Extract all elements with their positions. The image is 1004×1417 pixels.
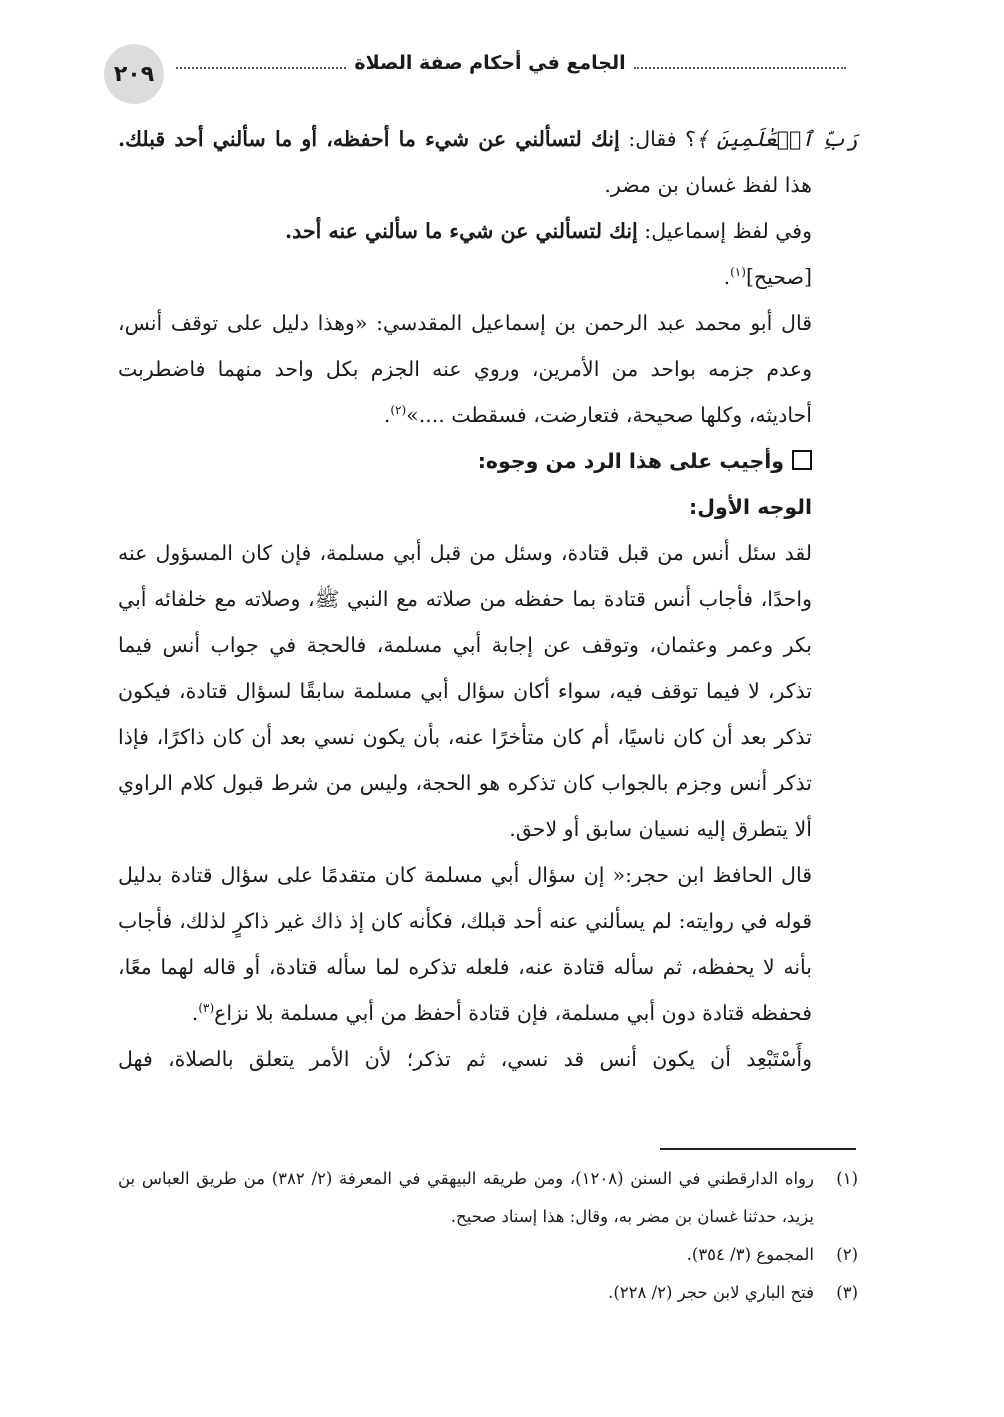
- paragraph: [118, 116, 858, 162]
- header-dotted-rule: [176, 67, 346, 69]
- footnote-number: (١): [836, 1169, 858, 1188]
- bold-quote: إنك لتسألني عن شيء ما سألني عنه أحد.: [285, 219, 638, 243]
- text-span: .: [383, 403, 391, 427]
- header-dotted-rule: [634, 67, 846, 69]
- footnote: [118, 1274, 858, 1312]
- text-span: قال أبو محمد عبد الرحمن بن إسماعيل المقدسي: «وهذا دليل على توقف أنس، وعدم جزمه بواحد من الأمرين، وروي عنه الجزم بكل واحد منهما فاضطربت أحاديثه، وكلها صحيحة، فتعارضت، فسقطت ....»: [118, 311, 812, 427]
- text-span: .: [191, 1001, 199, 1025]
- footnote-text: المجموع (٣/ ٣٥٤).: [686, 1245, 814, 1264]
- paragraph: [118, 300, 858, 438]
- text-span: قال الحافظ ابن حجر:« إن سؤال أبي مسلمة كان متقدمًا على سؤال قتادة بدليل قوله في روايته: لم يسألني عنه أحد قبلك، فكأنه كان إذ ذاك غير ذاكرٍ لذلك، فأجاب بأنه لا يحفظه، ثم سأله قتادة عنه، فلعله تذكره لما سأله قتادة، أو قاله لهما معًا، فحفظه قتادة دون أبي مسلمة، فإن قتادة أحفظ من أبي مسلمة بلا نزاع: [118, 863, 812, 1025]
- paragraph: [118, 852, 858, 1036]
- bold-quote: إنك لتسألني عن شيء ما أحفظه، أو ما سألني أحد قبلك.: [118, 127, 620, 151]
- footnote-text: رواه الدارقطني في السنن (١٢٠٨)، ومن طريقه البيهقي في المعرفة (٢/ ٣٨٢) من طريق العباس بن يزيد، حدثنا غسان بن مضر به، وقال: هذا إسناد صحيح.: [118, 1169, 814, 1226]
- footnote: [118, 1160, 858, 1236]
- text-span: وأجيب على هذا الرد من وجوه:: [477, 449, 784, 473]
- grading: [118, 254, 858, 300]
- footnote-ref[interactable]: (٢): [390, 403, 407, 418]
- quran-quote: رَبِّ ٱلۡعَٰلَمِينَ ﴾: [696, 127, 858, 151]
- paragraph: وأَسْتَبْعِد أن يكون أنس قد نسي، ثم تذكر؛ لأن الأمر يتعلق بالصلاة، فهل: [118, 1047, 812, 1071]
- footnote-ref[interactable]: (١): [730, 265, 746, 280]
- subsection-heading: الوجه الأول:: [689, 495, 812, 519]
- paragraph: لقد سئل أنس من قبل قتادة، وسئل من قبل أبي مسلمة، فإن كان المسؤول عنه واحدًا، فأجاب أنس قتادة بما حفظه من صلاته مع النبي ﷺ، وصلاته مع خلفائه أبي بكر وعمر وعثمان، وتوقف عن إجابة أبي مسلمة، فالحجة في جواب أنس فيما تذكر، لا فيما توقف فيه، سواء أكان سؤال أبي مسلمة سابقًا لسؤال قتادة، فيكون تذكر بعد أن كان ناسيًا، أم كان متأخرًا عنه، بأن يكون نسي بعد أن كان ذاكرًا، فإذا تذكر أنس وجزم بالجواب كان تذكره هو الحجة، وليس من شرط قبول كلام الراوي ألا يتطرق إليه نسيان سابق أو لاحق.: [118, 541, 812, 841]
- book-title: الجامع في أحكام صفة الصلاة: [354, 52, 626, 74]
- paragraph: هذا لفظ غسان بن مضر.: [604, 173, 812, 197]
- square-bullet-icon: [792, 450, 812, 470]
- footnote-text: فتح الباري لابن حجر (٢/ ٢٢٨).: [608, 1283, 814, 1302]
- footnote-number: (٣): [836, 1283, 858, 1302]
- footnote-number: (٢): [836, 1245, 858, 1264]
- footnotes: [118, 1160, 858, 1312]
- section-heading: [118, 438, 858, 484]
- text-span: وفي لفظ إسماعيل:: [637, 219, 812, 243]
- page-number: ٢٠٩: [104, 44, 164, 104]
- text-span: [صحيح]: [745, 265, 812, 289]
- text-span: ؟ فقال:: [619, 127, 697, 151]
- footnote: [118, 1236, 858, 1274]
- paragraph: [118, 208, 858, 254]
- footnote-ref[interactable]: (٣): [198, 1001, 215, 1016]
- text-span: .: [723, 265, 731, 289]
- footnote-separator: [660, 1148, 856, 1150]
- main-text: [118, 116, 858, 1082]
- running-header: [104, 44, 846, 104]
